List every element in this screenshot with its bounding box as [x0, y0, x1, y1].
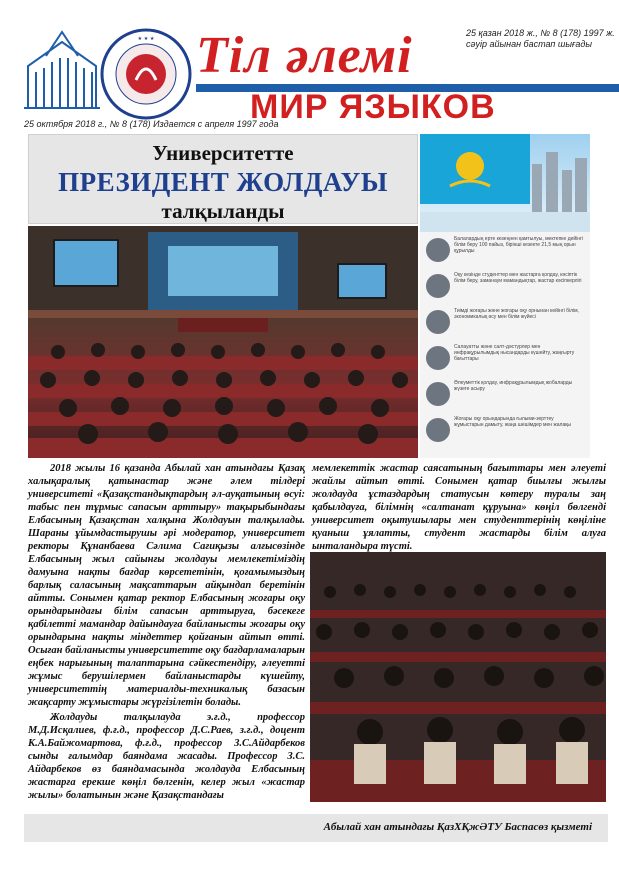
article-paragraph: Жолдауды талқылауда э.ғ.д., профессор М.Д.Исқалиев, ф.ғ.д., профессор Д.С.Раев, з.ғ.д., доцент К.А.Байжомартова, ф.ғ.д., профессор З.С.Айдарбеков сынды ғалымдар баяндама жасады. Профессор З.С. Айдарбеков өз баяндамасында жолдауда Елбасының жастарға ерекше көңіл бөлгенін, келер жыл «жастар жылы» болатынын және Қазақстандағы: [28, 712, 305, 801]
article-headline: [28, 134, 418, 224]
handshake-icon: [426, 382, 450, 406]
press-service-credit: Абылай хан атындағы ҚазХҚжӘТУ Баспасөз қызметі: [323, 821, 592, 833]
infographic-panel: [420, 134, 590, 458]
article-paragraph: 2018 жылы 16 қазанда Абылай хан атындағы Қазақ халықаралық қатынастар және әлем тілдері университеті «Қазақстандықтардың әл-ауқатының өсуі: табыс пен тұрмыс сапасын арттыру» тақырыбындағы Елбасының Қазақстан халқына Жолдауын талқылады. Шараны ұйымдастырушы әрі модератор, университет ректоры Құнанбаева Сәлима Сағиқызы алғысөзінде Елбасының жыл сайынғы жолдауы мемлекетіміздің дамуына нақты бағдар көрсететінін, қоғамымыздың барлық саласының мақсаттарын айқындап беретінін айтты. Сонымен қатар ректор Елбасының жоғары оқу орындарындағы білім сапасын арттыруға, бәсекеге қабілетті мамандар дайындауға байланысты жоғары оқу орындарына нақты міндеттер қойғанын айтып өтті. Осыған байланысты университетте оқу бағдарламаларын еңбек нарығының талаптарына сәйкестендіру, әлеуетті жұмыс берушілермен байланыстарды күшейту, университеттің материалды-техникалық базасын жақсарту жұмыстары жүргізілетін болады.: [28, 463, 305, 708]
infographic-item: Оқу кезінде студенттер мен жастарға қолдау, кәсіптік білім беру, заманауи мамандықтар, жастар кәсіпкерлігі: [426, 270, 584, 304]
svg-text:★ ★ ★: ★ ★ ★: [137, 36, 155, 42]
house-icon: [426, 238, 450, 262]
headline-line-2: ПРЕЗИДЕНТ ЖОЛДАУЫ: [58, 167, 388, 197]
masthead: [0, 0, 619, 132]
footer-bar: [24, 814, 608, 842]
chart-icon: [426, 274, 450, 298]
users-icon: [426, 346, 450, 370]
headline-line-1: Университетте: [152, 141, 294, 165]
infographic-item: Балалардың ерте кезеңнен қамтылуы, мектепке дейінгі білім беру 100 пайыз, бірінші кезекте 21,5 мың орын құрылды: [426, 234, 584, 268]
article-column-left: [28, 462, 305, 804]
graduation-icon: [426, 418, 450, 442]
audience-illustration: [310, 552, 606, 802]
infographic-item: Тиімді жоғары және жоғары оқу орнынан кейінгі білім, экономикалық өсу мен білім жүйесі: [426, 306, 584, 340]
masthead-title-kz: Тіл әлемі: [196, 27, 413, 84]
issue-info-kz: 25 қазан 2018 ж., № 8 (178) 1997 ж. сәуір айынан бастап шығады: [466, 28, 615, 49]
infographic-item: Әлеуметтік қолдау, инфрақұрылымдық жобаларды жүзеге асыру: [426, 378, 584, 412]
infographic-item: Салауатты және салт-дәстүрлер мен инфрақұрылымдық нысандарды күшейту, жаңғырту бағыттары: [426, 342, 584, 376]
issue-info-ru: 25 октября 2018 г., № 8 (178) Издается с апреля 1997 года: [24, 119, 279, 129]
university-building-logo: [22, 22, 102, 112]
infographic-item: Жоғары оқу орындарында ғылыми-зерттеу жұмыстарын дамыту, жаңа шешімдер мен жалақы: [426, 414, 584, 448]
conference-hall-illustration: [28, 226, 418, 458]
building-icon: [426, 310, 450, 334]
kazakhstan-flag-city-image: [420, 134, 590, 232]
masthead-title-ru: МИР ЯЗЫКОВ: [250, 88, 496, 126]
headline-line-3: талқыланды: [161, 199, 285, 223]
article-column-right: [312, 462, 606, 553]
university-seal-icon: [100, 28, 192, 120]
conference-hall-photo: [28, 226, 418, 458]
audience-photo: [310, 552, 606, 802]
article-paragraph: мемлекеттік жастар саясатының бағыттары мен әлеуеті жайлы айтып өтті. Сонымен қатар биылғы жылғы жолдауда ұстаздардың статусын көтеру туралы заң қабылдауға, білімнің «салтанат құруына» көңіл бөлгенді университет оқытушылары мен студенттерінің көңіліне қуаныш ұялатты, студент жастарды білім алуға ынталандыра түсті.: [312, 463, 606, 552]
